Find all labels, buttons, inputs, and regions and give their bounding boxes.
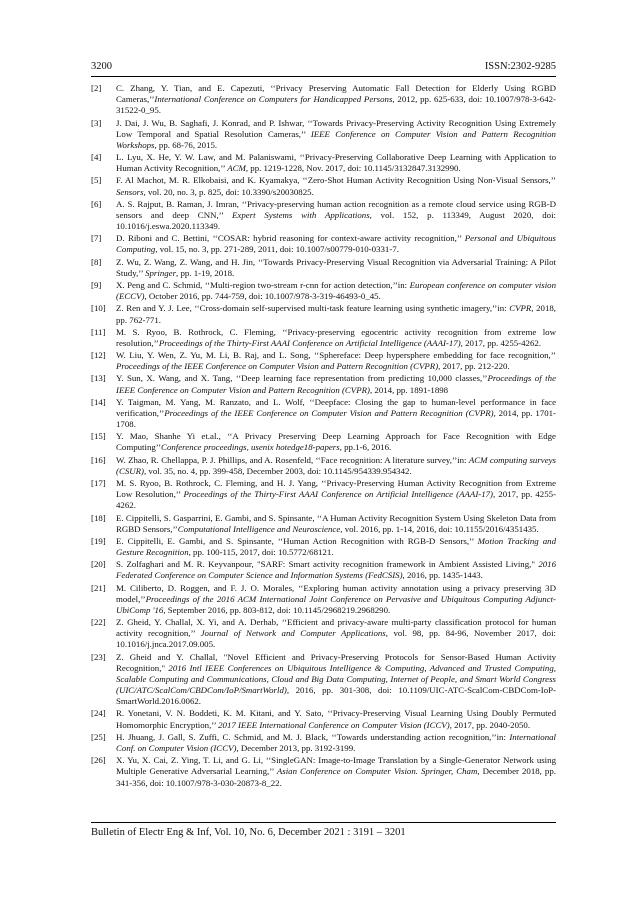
reference-venue: International Conference on Computers for Handicapped Persons [154,94,393,105]
reference-segment: , 2017, pp. 4255-4262. [460,337,541,348]
reference-venue: Proceedings of the IEEE Conference on Computer Vision and Pattern Recognition (CVPR), [116,361,441,372]
reference-text [116,583,556,616]
reference-text [116,431,556,453]
reference-number: [3] [91,117,102,128]
reference-segment: , vol. 2016, pp. 1-14, 2016, doi: 10.1155/2016/4351435. [340,523,539,534]
reference-item [91,513,556,535]
reference-venue: IEEE Conference on Computer Vision and Pattern Recognition Workshops [116,128,556,150]
reference-number: [6] [91,198,102,209]
reference-segment: , October 2016, pp. 744-759, doi: 10.1007/978-3-319-46493-0_45. [144,291,381,302]
reference-text [116,199,556,232]
reference-number: [2] [91,83,102,93]
reference-venue: ACM computing surveys (CSUR) [116,454,556,476]
reference-item [91,280,556,302]
reference-number: [26] [91,755,106,766]
reference-number: [21] [91,582,106,593]
reference-segment: H. Jhuang, J. Gall, S. Zuffi, C. Schmid, and M. J. Black, ‘‘Towards understanding action recognition,’’in: [116,731,510,742]
reference-item [91,431,556,453]
reference-number: [14] [91,396,106,407]
reference-segment: 2017, pp. 212-220. [440,361,510,372]
reference-venue: Motion Tracking and Gesture Recognition [116,535,556,558]
header-rule [91,76,556,77]
reference-number: [18] [91,512,106,523]
reference-segment: E. Cippitelli, E. Gambi, and S. Spinsante, ‘‘Human Action Recognition with RGB-D Sensors,’’ [116,535,478,546]
reference-segment: , 2016, pp. 301-308, doi: 10.1109/UIC-ATC-ScalCom-CBDCom-IoP-SmartWorld.2016.0062. [116,685,556,707]
reference-segment: M. S. Ryoo, B. Rothrock, C. Fleming, and H. J. Yang, ‘‘Privacy-Preserving Human Activity Recognition from Extreme Low Resolution,’’ [116,478,556,500]
reference-item [91,118,556,151]
reference-text [116,327,556,349]
reference-item [91,732,556,754]
reference-item [91,583,556,616]
reference-number: [25] [91,731,106,742]
reference-text [116,455,556,477]
reference-segment: , pp. 1219-1228, Nov. 2017, doi: 10.1145/3132847.3132990. [245,163,461,174]
reference-segment: X. Peng and C. Schmid, ‘‘Multi-region two-stream r-cnn for action detection,’’in: [116,279,410,290]
reference-number: [15] [91,431,106,442]
reference-venue: Journal of Network and Computer Applications [200,628,386,639]
reference-text [116,708,556,730]
reference-segment: , December 2013, pp. 3192-3199. [236,742,356,753]
reference-venue: 2016 Federated Conference on Computer Science and Information Systems (FedCSIS) [116,559,556,581]
reference-venue: Conference proceedings, usenix hotedge18-papers [161,442,340,453]
reference-text [116,152,556,174]
reference-item [91,559,556,581]
reference-text [116,513,556,535]
reference-segment: M. Ciliberto, D. Roggen, and F. J. O. Morales, ‘‘Exploring human activity annotation using a privacy preserving 3D model,’’ [116,582,556,604]
page-header [91,61,556,72]
reference-text [116,373,556,395]
reference-segment: , vol. 20, no. 3, p. 825, doi: 10.3390/s20030825. [143,186,314,197]
reference-segment: , 2014, pp. 1701-1708. [116,407,556,430]
reference-number: [10] [91,303,106,314]
reference-venue: International Conf. on Computer Vision (ICCV) [116,731,556,753]
reference-text [116,233,556,255]
page-footer: Bulletin of Electr Eng & Inf, Vol. 10, No. 6, December 2021 : 3191 – 3201 [91,827,406,838]
reference-segment: , 2017, pp. 4255-4262. [116,489,557,511]
reference-segment: Z. Ren and Y. J. Lee, ‘‘Cross-domain self-supervised multi-task feature learning using synthetic imagery,’’in: [116,303,510,314]
reference-venue: ACM [227,163,246,174]
reference-venue: Proceedings of the 2016 ACM International Joint Conference on Pervasive and Ubiquitous Computing Adjunct-UbiComp '16 [116,593,556,615]
footer-rule [91,822,556,823]
reference-item [91,199,556,232]
reference-segment: W. Zhao, R. Chellappa, P. J. Phillips, and A. Rosenfeld, ‘‘Face recognition: A literature survey,’’in: [116,454,469,465]
reference-item [91,175,556,197]
reference-venue: 2016 Intl IEEE Conferences on Ubiquitous Intelligence & Computing, Advanced and Trusted Computing, Scalable Computing and Communications, Cloud and Big Data Computing, Internet of People, and Smart World Congress (UIC/ATC/ScalCom/CBDCom/IoP/SmartWorld) [116,662,556,696]
reference-text [116,350,556,372]
reference-text [116,732,556,754]
reference-venue: 2017 IEEE International Conference on Computer Vision (ICCV) [218,719,450,730]
reference-segment: , pp.1-6, 2016. [339,442,392,453]
reference-segment: , vol. 98, pp. 84-96, November 2017, doi: 10.1016/j.jnca.2017.09.005. [116,628,557,650]
reference-segment: A. S. Rajput, B. Raman, J. Imran, ‘‘Privacy-preserving human action recognition as a remote cloud service using RGB-D sensors and deep CNN,’’ [116,198,556,220]
reference-segment: C. Zhang, Y. Tian, and E. Capezuti, ‘‘Privacy Preserving Automatic Fall Detection for Elderly Using RGBD Cameras,’’ [116,83,556,105]
reference-text [116,303,556,325]
reference-text [116,478,556,511]
reference-segment: Y. Taigman, M. Yang, M. Ranzato, and L. Wolf, ‘‘Deepface: Closing the gap to human-level performance in face verification,’’ [116,396,556,418]
reference-segment: Z. Gheid, Y. Challal, X. Yi, and A. Derhab, ‘‘Efficient and privacy-aware multi-party classification protocol for human activity recognition,’’ [116,617,556,639]
reference-item [91,755,556,788]
reference-text [116,755,556,788]
reference-segment: F. Al Machot, M. R. Elkobaisi, and K. Kyamakya, ‘‘Zero-Shot Human Activity Recognition Using Non-Visual Sensors,’’ [116,175,556,186]
reference-text [116,397,556,430]
reference-number: [16] [91,454,106,465]
reference-item [91,455,556,477]
reference-item [91,373,556,395]
reference-segment: R. Yonetani, V. N. Boddeti, K. M. Kitani, and Y. Sato, ‘‘Privacy-Preserving Visual Learning Using Doubly Permuted Homomorphic Encryption,’’ [116,708,556,730]
reference-segment: Y. Mao, Shanhe Yi et.al., ‘‘A Privacy Preserving Deep Learning Approach for Face Recognition with Edge Computing’’ [116,431,556,453]
reference-segment: J. Dai, J. Wu, B. Saghafi, J. Konrad, and P. Ishwar, ‘‘Towards Privacy-Preserving Activity Recognition Using Extremely Low Temporal and Spatial Resolution Cameras,’’ [116,117,556,139]
reference-text [116,652,556,708]
reference-item [91,303,556,325]
reference-segment: S. Zolfaghari and M. R. Keyvanpour, "SARF: Smart activity recognition framework in Ambient Assisted Living," [116,559,539,570]
reference-item [91,327,556,349]
reference-text [116,118,556,151]
reference-item [91,83,556,116]
reference-segment: , 2016, pp. 1435-1443. [402,570,483,581]
reference-segment: X. Yu, X. Cai, Z. Ying, T. Li, and G. Li, ‘‘SingleGAN: Image-to-Image Translation by a Single-Generator Network using Multiple Generative Adversarial Learning,’’ [116,755,556,777]
reference-venue: Springer [145,267,177,278]
reference-segment: , 2012, pp. 625-633, doi: 10.1007/978-3-642-31522-0_95. [116,94,557,116]
reference-venue: Proceedings of the Thirty-First AAAI Conference on Artificial Intelligence (AAAI-17) [183,489,494,500]
reference-number: [8] [91,256,102,267]
reference-item [91,617,556,650]
reference-segment: , 2018, pp. 762-771. [116,303,556,325]
reference-segment: L. Lyu, X. He, Y. W. Law, and M. Palaniswami, ‘‘Privacy-Preserving Collaborative Deep Learning with Application to Human Activity Recognition,’’ [116,152,556,174]
issn-label: ISSN:2302-9285 [484,61,556,72]
reference-number: [9] [91,279,102,290]
reference-item [91,478,556,511]
reference-venue: Asian Conference on Computer Vision. Springer, Cham [276,766,478,777]
reference-number: [23] [91,651,106,662]
reference-segment: , vol. 15, no. 3, pp. 271-289, 2011, doi: 10.1007/s00779-010-0331-7. [155,244,399,255]
reference-text [116,617,556,650]
reference-text [116,559,556,581]
reference-item [91,397,556,430]
reference-number: [7] [91,233,102,244]
reference-number: [19] [91,535,106,546]
reference-segment: , 2017, pp. 2040-2050. [449,719,531,730]
reference-segment: , December 2018, pp. 341-356, doi: 10.1007/978-3-030-20873-8_22. [116,766,556,788]
reference-segment: , September 2016, pp. 803-812, doi: 10.1145/2968219.2968290. [163,604,391,615]
reference-number: [20] [91,559,106,570]
reference-segment: , pp. 100-115, 2017, doi: 10.5772/68121. [188,547,334,558]
reference-item [91,233,556,255]
reference-segment: W. Liu, Y. Wen, Z. Yu, M. Li, B. Raj, and L. Song, ‘‘Sphereface: Deep hypersphere embedding for face recognition,’’ [116,350,556,361]
reference-segment: , 2014, pp. 1891-1898 [369,384,449,395]
reference-venue: CVPR [509,303,532,314]
reference-segment: , vol. 152, p. 113349, August 2020, doi: 10.1016/j.eswa.2020.113349. [116,209,556,232]
reference-segment: , vol. 35, no. 4, pp. 399-458, December 2003, doi: 10.1145/954339.954342. [144,465,412,476]
reference-number: [11] [91,326,106,337]
reference-segment: E. Cippitelli, S. Gasparrini, E. Gambi, and S. Spinsante, ‘‘A Human Activity Recognition System Using Skeleton Data from RGBD Sensors,’’ [116,512,556,534]
reference-text [116,175,556,197]
reference-venue: Personal and Ubiquitous Computing [116,233,556,255]
reference-number: [24] [91,708,106,719]
reference-text [116,280,556,302]
reference-number: [5] [91,175,102,186]
reference-segment: Z. Wu, Z. Wang, Z. Wang, and H. Jin, ‘‘Towards Privacy-Preserving Visual Recognition via Adversarial Training: A Pilot Study,’’ [116,256,556,278]
reference-venue: Expert Systems with Applications [232,209,370,220]
reference-number: [22] [91,617,106,628]
reference-number: [12] [91,350,106,361]
reference-text [116,257,556,279]
reference-venue: Computational Intelligence and Neuroscience [177,523,341,534]
reference-item [91,152,556,174]
page-number: 3200 [91,61,112,72]
reference-item [91,257,556,279]
reference-segment: , pp. 1-19, 2018. [176,267,235,278]
reference-number: [4] [91,152,102,163]
reference-segment: M. S. Ryoo, B. Rothrock, C. Fleming, ‘‘Privacy-preserving egocentric activity recognition from extreme low resolution,’’ [116,326,556,348]
reference-number: [17] [91,478,106,489]
reference-segment: , pp. 68-76, 2015. [154,139,218,150]
reference-number: [13] [91,373,106,384]
reference-segment: D. Riboni and C. Bettini, ‘‘COSAR: hybrid reasoning for context-aware activity recognition,’’ [116,233,465,244]
reference-venue: Sensors [116,186,144,197]
reference-venue: Proceedings of the Thirty-First AAAI Conference on Artificial Intelligence (AAAI-17) [158,337,461,348]
reference-segment: Z. Gheid and Y. Challal, "Novel Efficient and Privacy-Preserving Protocols for Sensor-Based Human Activity Recognition," [116,651,556,673]
reference-item [91,652,556,708]
reference-text [116,83,556,116]
reference-item [91,350,556,372]
reference-venue: Proceedings of the IEEE Conference on Computer Vision and Pattern Recognition (CVPR) [164,407,494,418]
reference-item [91,536,556,558]
reference-segment: Y. Sun, X. Wang, and X. Tang, ‘‘Deep learning face representation from predicting 10,000 classes,’’ [116,373,488,384]
reference-text [116,536,556,558]
reference-venue: Proceedings of the IEEE Conference on Computer Vision and Pattern Recognition (CVPR) [116,373,556,395]
reference-venue: European conference on computer vision (ECCV) [116,279,556,302]
reference-item [91,708,556,730]
reference-list [91,83,556,790]
